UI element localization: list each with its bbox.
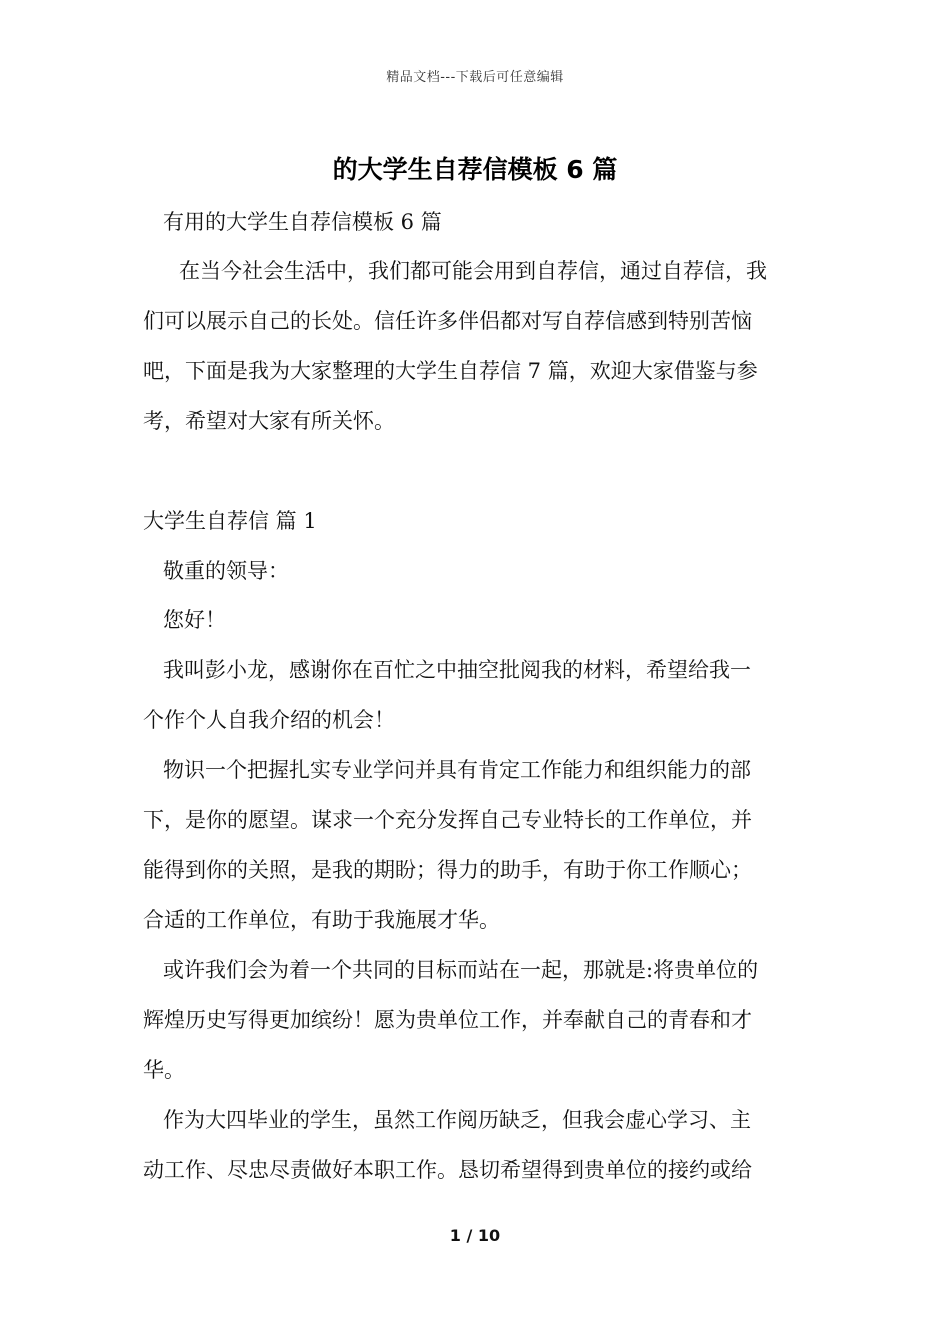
paragraph-2-line-2: 下，是你的愿望。谋求一个充分发挥自己专业特长的工作单位，并 xyxy=(143,808,752,832)
intro-line-4: 考，希望对大家有所关怀。 xyxy=(143,409,395,433)
paragraph-1-line-2: 个作个人自我介绍的机会！ xyxy=(143,708,395,732)
page-number: 1 / 10 xyxy=(449,1226,501,1245)
paragraph-3-line-1: 或许我们会为着一个共同的目标而站在一起，那就是:将贵单位的 xyxy=(163,958,759,982)
intro-line-3: 吧，下面是我为大家整理的大学生自荐信 7 篇，欢迎大家借鉴与参 xyxy=(143,359,758,383)
salutation: 敬重的领导： xyxy=(163,559,289,583)
subtitle-line: 有用的大学生自荐信模板 6 篇 xyxy=(163,210,442,234)
greeting: 您好！ xyxy=(163,608,226,632)
header-note: 精品文档---下载后可任意编辑 xyxy=(386,70,564,85)
intro-line-1: 在当今社会生活中，我们都可能会用到自荐信，通过自荐信，我 xyxy=(179,259,767,283)
paragraph-2-line-1: 物识一个把握扎实专业学问并具有肯定工作能力和组织能力的部 xyxy=(163,758,751,782)
paragraph-2-line-4: 合适的工作单位，有助于我施展才华。 xyxy=(143,908,500,932)
section-heading: 大学生自荐信 篇 1 xyxy=(143,509,317,533)
paragraph-2-line-3: 能得到你的关照，是我的期盼；得力的助手，有助于你工作顺心； xyxy=(143,858,752,882)
paragraph-3-line-3: 华。 xyxy=(143,1058,185,1082)
paragraph-4-line-1: 作为大四毕业的学生，虽然工作阅历缺乏，但我会虚心学习、主 xyxy=(163,1108,751,1132)
document-title: 的大学生自荐信模板 6 篇 xyxy=(332,155,618,184)
paragraph-1-line-1: 我叫彭小龙，感谢你在百忙之中抽空批阅我的材料，希望给我一 xyxy=(163,658,751,682)
paragraph-3-line-2: 辉煌历史写得更加缤纷！愿为贵单位工作，并奉献自己的青春和才 xyxy=(143,1008,752,1032)
intro-line-2: 们可以展示自己的长处。信任许多伴侣都对写自荐信感到特别苦恼 xyxy=(143,309,752,333)
paragraph-4-line-2: 动工作、尽忠尽责做好本职工作。恳切希望得到贵单位的接约或给 xyxy=(143,1158,752,1182)
